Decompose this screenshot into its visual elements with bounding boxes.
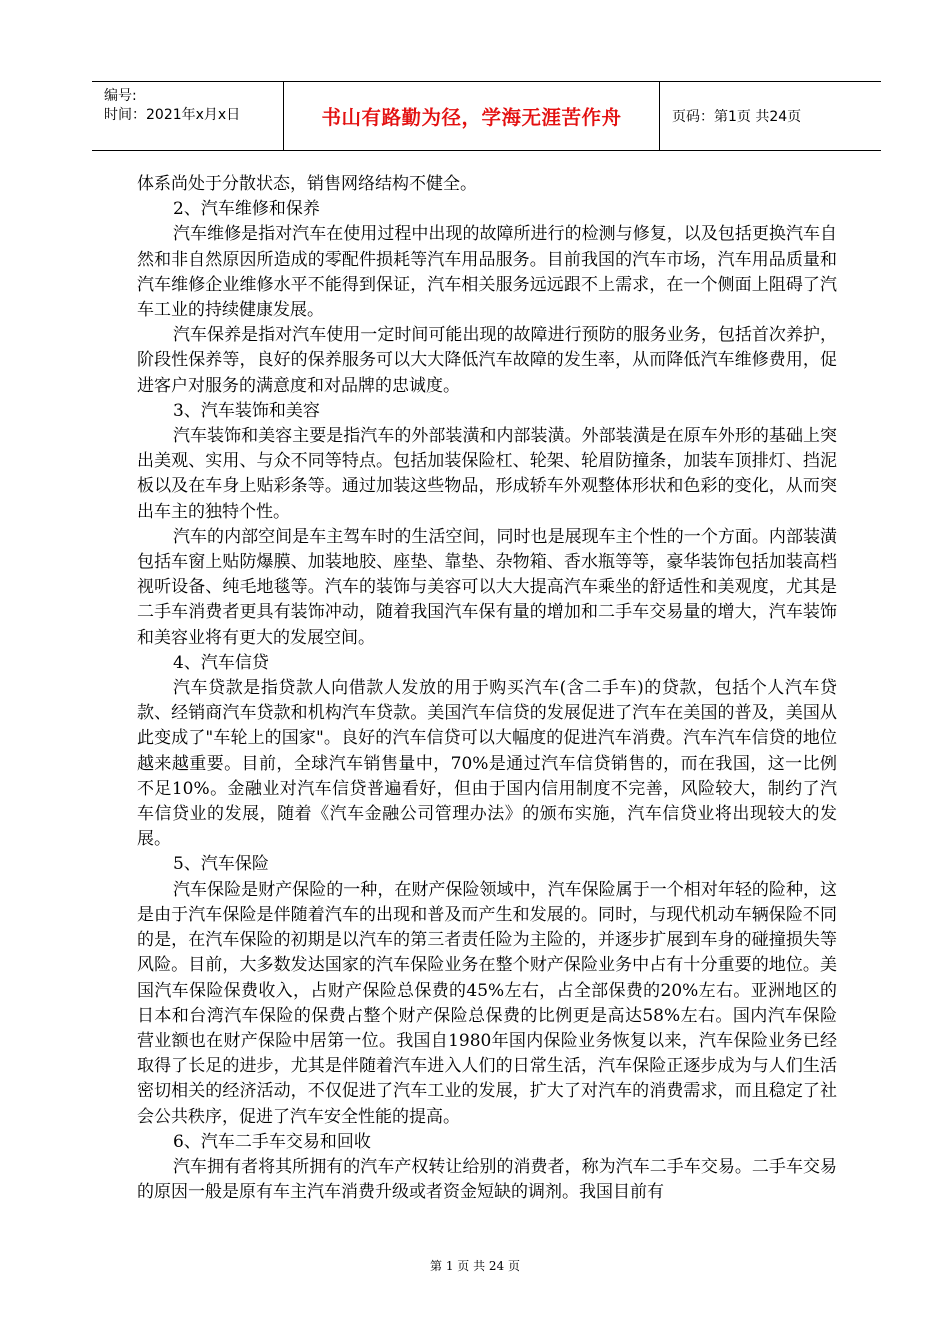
serial-label: 编号:: [104, 88, 137, 104]
header-page-label: 页码：第1页 共24页: [672, 109, 802, 125]
paragraph: 汽车维修是指对汽车在使用过程中出现的故障所进行的检测与修复，以及包括更换汽车自然和非自然原因所造成的零配件损耗等汽车用品服务。目前我国的汽车市场，汽车用品质量和汽车维修企业维修水平不能得到保证，汽车相关服务远远跟不上需求，在一个侧面上阻碍了汽车工业的持续健康发展。: [137, 224, 837, 321]
header-motto: 书山有路勤为径，学海无涯苦作舟: [284, 82, 660, 150]
paragraph: 体系尚处于分散状态，销售网络结构不健全。: [137, 174, 477, 194]
section-heading: 5、汽车保险: [173, 854, 269, 875]
section-heading: 2、汽车维修和保养: [173, 199, 320, 220]
time-label: 时间：2021年x月x日: [104, 107, 241, 123]
paragraph: 汽车保险是财产保险的一种，在财产保险领域中，汽车保险属于一个相对年轻的险种，这是由于汽车保险是伴随着汽车的出现和普及而产生和发展的。同时，与现代机动车辆保险不同的是，在汽车保险的初期是以汽车的第三者责任险为主险的，并逐步扩展到车身的碰撞损失等风险。目前，大多数发达国家的汽车保险业务在整个财产保险业务中占有十分重要的地位。美国汽车保险保费收入，占财产保险总保费的45%左右，占全部保费的20%左右。亚洲地区的日本和台湾汽车保险的保费占整个财产保险总保费的比例更是高达58%左右。国内汽车保险营业额也在财产保险中居第一位。我国自1980年国内保险业务恢复以来，汽车保险业务已经取得了长足的进步，尤其是伴随着汽车进入人们的日常生活，汽车保险正逐步成为与人们生活密切相关的经济活动，不仅促进了汽车工业的发展，扩大了对汽车的消费需求，而且稳定了社会公共秩序，促进了汽车安全性能的提高。: [137, 879, 837, 1127]
paragraph: 汽车保养是指对汽车使用一定时间可能出现的故障进行预防的服务业务，包括首次养护，阶段性保养等，良好的保养服务可以大大降低汽车故障的发生率，从而降低汽车维修费用，促进客户对服务的满意度和对品牌的忠诚度。: [137, 325, 837, 396]
section-heading: 4、汽车信贷: [173, 652, 269, 673]
paragraph: 汽车贷款是指贷款人向借款人发放的用于购买汽车(含二手车)的贷款，包括个人汽车贷款、经销商汽车贷款和机构汽车贷款。美国汽车信贷的发展促进了汽车在美国的普及，美国从此变成了"车轮上的国家"。良好的汽车信贷可以大幅度的促进汽车消费。汽车汽车信贷的地位越来越重要。目前，全球汽车销售量中，70%是通过汽车信贷销售的，而在我国，这一比例不足10%。金融业对汽车信贷普遍看好，但由于国内信用制度不完善，风险较大，制约了汽车信贷业的发展，随着《汽车金融公司管理办法》的颁布实施，汽车信贷业将出现较大的发展。: [137, 678, 837, 850]
paragraph: 汽车拥有者将其所拥有的汽车产权转让给别的消费者，称为汽车二手车交易。二手车交易的原因一般是原有车主汽车消费升级或者资金短缺的调剂。我国目前有: [137, 1156, 837, 1203]
paragraph: 汽车装饰和美容主要是指汽车的外部装潢和内部装潢。外部装潢是在原车外形的基础上突出美观、实用、与众不同等特点。包括加装保险杠、轮架、轮眉防撞条，加装车顶排灯、挡泥板以及在车身上贴彩条等。通过加装这些物品，形成轿车外观整体形状和色彩的变化，从而突出车主的独特个性。: [137, 426, 837, 522]
section-heading: 6、汽车二手车交易和回收: [173, 1131, 371, 1152]
document-body: [137, 172, 837, 1205]
paragraph: 汽车的内部空间是车主驾车时的生活空间，同时也是展现车主个性的一个方面。内部装潢包括车窗上贴防爆膜、加装地胶、座垫、靠垫、杂物箱、香水瓶等等，豪华装饰包括加装高档视听设备、纯毛地毯等。汽车的装饰与美容可以大大提高汽车乘坐的舒适性和美观度，尤其是二手车消费者更具有装饰冲动，随着我国汽车保有量的增加和二手车交易量的增大，汽车装饰和美容业将有更大的发展空间。: [137, 526, 837, 648]
section-heading: 3、汽车装饰和美容: [173, 400, 320, 421]
page-footer: 第 1 页 共 24 页: [430, 1259, 520, 1273]
document-header: [92, 81, 881, 151]
header-meta: [92, 82, 284, 150]
